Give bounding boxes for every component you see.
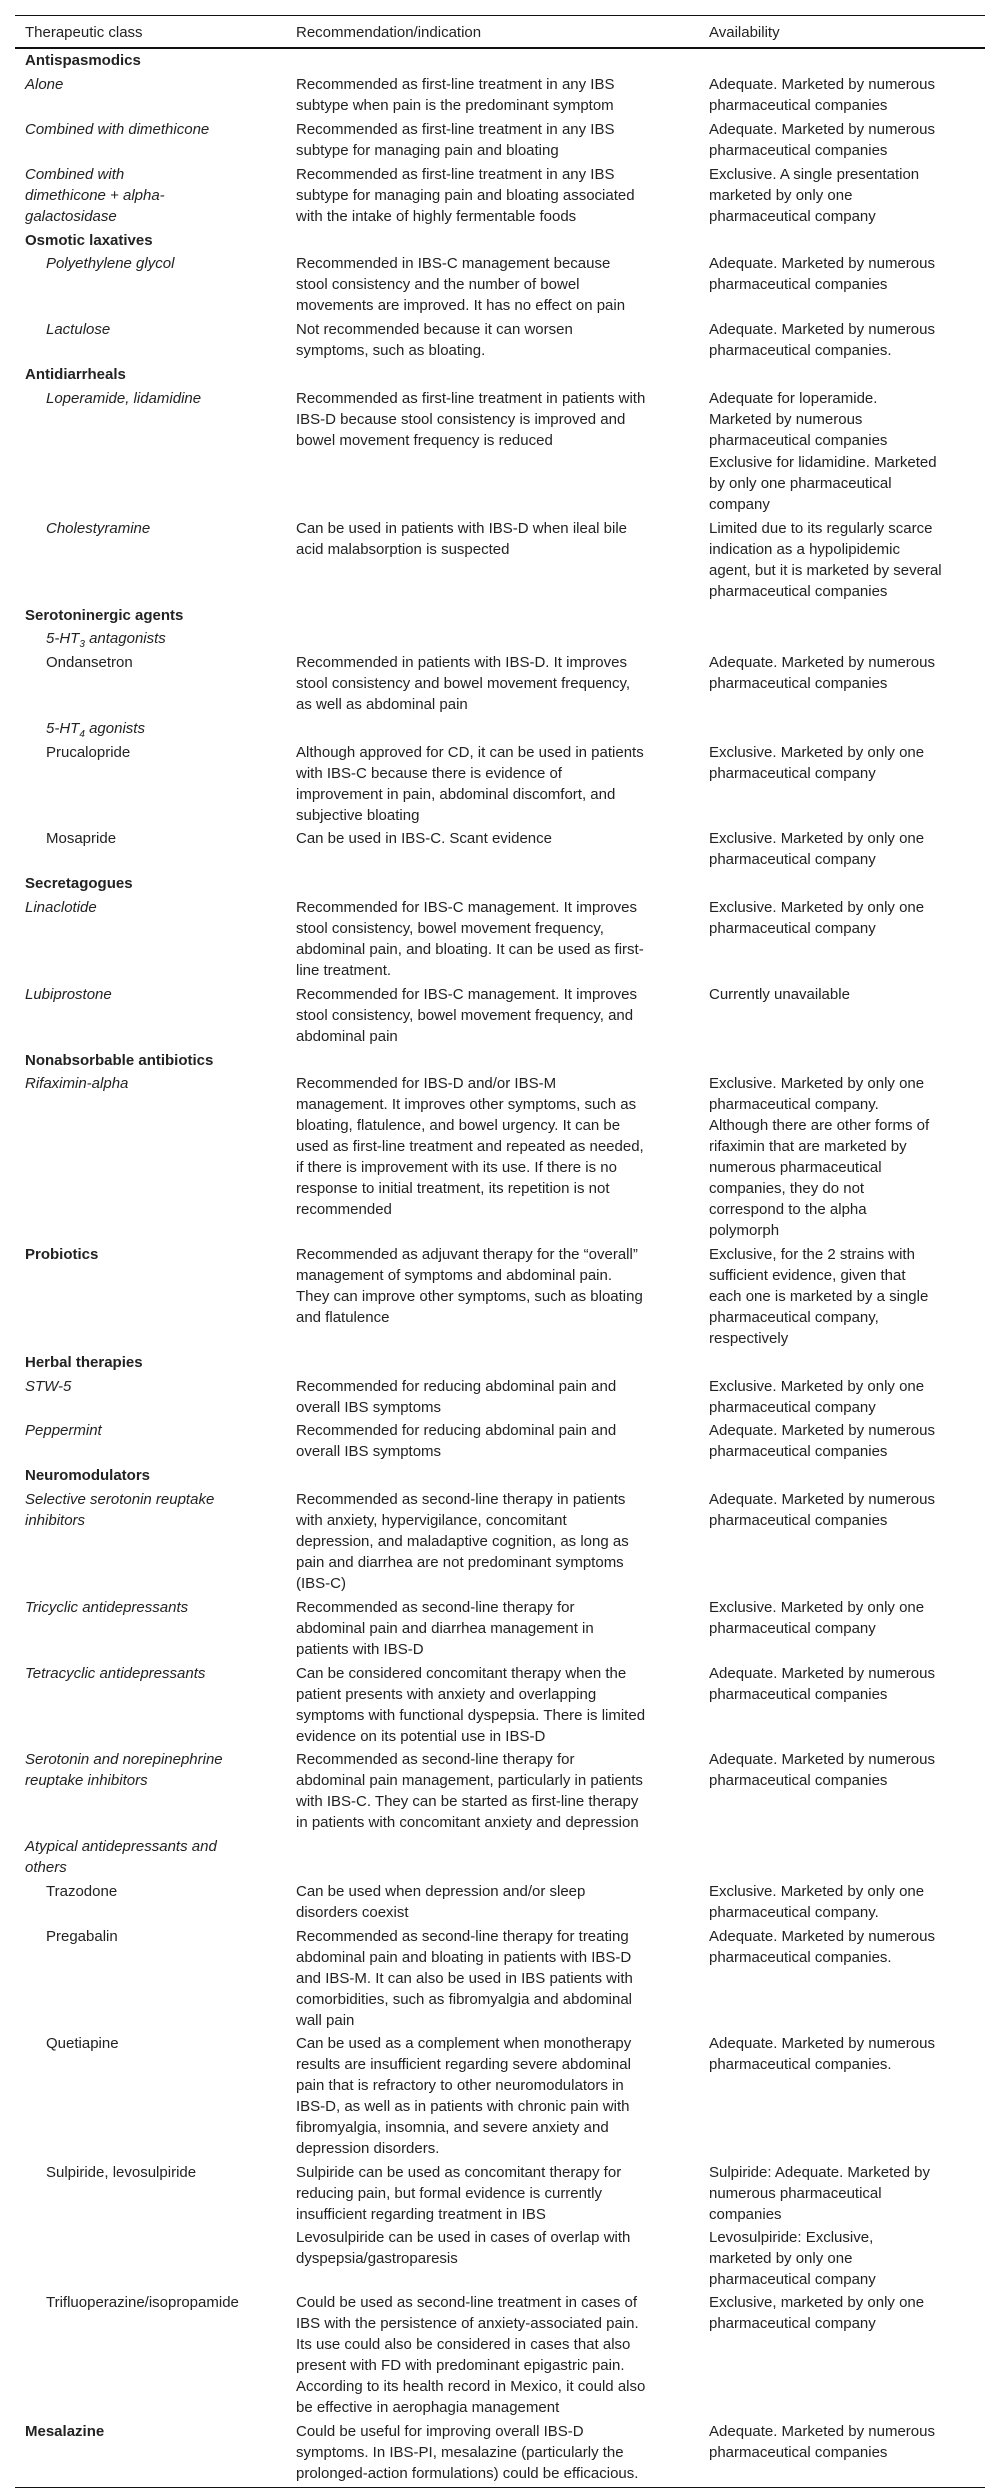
recommendation-cell [296,742,709,826]
table-row [15,651,985,717]
table-body [15,49,985,2486]
therapeutic-class-cell [15,1836,296,1878]
availability-cell [709,1597,985,1660]
availability-text: Exclusive for lidamidine. Marketed by only one pharmaceutical company [709,453,937,513]
recommendation-cell [296,1244,709,1349]
class-name: Antispasmodics [25,52,141,70]
therapeutic-class-cell [15,828,296,870]
subgroup-name-prefix: 5-HT [46,719,80,737]
recommendation-text: Recommended for IBS-D and/or IBS-M management. It improves other symptoms, such as bloating, flatulence, and bowel urgency. It can be used as first-line treatment and repeated as needed, if there is improvement with its use. If there is no response to initial treatment, its repetition is not recommended [296,1075,644,1219]
recommendation-cell [296,1597,709,1660]
availability-text: Exclusive. Marketed by only one pharmaceutical company [709,1598,925,1637]
availability-cell [709,2421,985,2484]
therapeutic-class-cell [15,50,296,71]
availability-cell [709,253,985,316]
therapeutic-class-cell [15,628,296,649]
class-name: Prucalopride [46,743,131,761]
availability-cell [709,1926,985,2031]
availability-cell [709,388,985,515]
availability-cell [709,1489,985,1594]
table-row [15,118,985,163]
recommendation-cell [296,628,709,649]
class-name: Serotonin and norepinephrine reuptake inhibitors [25,1751,223,1790]
availability-cell [709,319,985,361]
class-name: Probiotics [25,1246,99,1264]
availability-text: Adequate. Marketed by numerous pharmaceutical companies. [709,2035,935,2074]
availability-text: Exclusive. Marketed by only one pharmaceutical company [709,830,925,869]
class-name: Pregabalin [46,1927,118,1945]
availability-cell [709,518,985,602]
availability-text: Exclusive. A single presentation marketed by only one pharmaceutical company [709,165,920,225]
availability-cell [709,2162,985,2289]
class-name: Antidiarrheals [25,365,126,383]
class-row [15,1243,985,1351]
class-name: Rifaximin-alpha [25,1075,129,1093]
therapeutic-class-cell [15,718,296,739]
therapeutic-class-cell [15,388,296,515]
therapeutic-class-cell [15,1352,296,1373]
availability-text: Limited due to its regularly scarce indication as a hypolipidemic agent, but it is marketed by several pharmaceutical companies [709,519,942,600]
recommendation-text: Recommended for reducing abdominal pain and overall IBS symptoms [296,1422,617,1461]
table-row [15,982,985,1048]
table-row [15,1835,985,1880]
availability-cell [709,1836,985,1878]
table-row [15,627,985,651]
therapeutic-class-cell [15,2162,296,2289]
header-availability: Availability [709,24,780,41]
availability-text: Exclusive, marketed by only one pharmaceutical company [709,2294,925,2333]
availability-text: Adequate. Marketed by numerous pharmaceutical companies [709,654,935,693]
table-header [15,16,985,47]
availability-cell [709,652,985,715]
availability-text: Adequate. Marketed by numerous pharmaceutical companies. [709,1927,935,1966]
recommendation-cell [296,652,709,715]
recommendation-cell [296,253,709,316]
class-name: Quetiapine [46,2035,119,2053]
therapeutic-class-cell [15,742,296,826]
recommendation-cell [296,2033,709,2159]
availability-cell [709,718,985,739]
table-row [15,2291,985,2420]
recommendation-text: Could be useful for improving overall IBS-D symptoms. In IBS-PI, mesalazine (particularly the prolonged-action formulations) could be efficacious. [296,2423,639,2483]
therapeutic-class-cell [15,230,296,251]
table-row [15,1488,985,1596]
therapeutic-class-cell [15,897,296,981]
recommendation-text: Could be used as second-line treatment in cases of IBS with the persistence of anxiety-associated pain. Its use could also be considered in cases that also present with FD with predominant epigastric pain. According to its health record in Mexico, it could also be effective in aerophagia management [296,2294,646,2417]
header-therapeutic-class: Therapeutic class [25,24,143,41]
availability-cell [709,897,985,981]
recommendation-cell [296,1352,709,1373]
recommendation-text: Recommended for IBS-C management. It improves stool consistency, bowel movement frequency, and abdominal pain [296,985,637,1045]
class-name: Sulpiride, levosulpiride [46,2164,197,2182]
class-name: Cholestyramine [46,519,151,537]
availability-cell [709,230,985,251]
availability-text: Adequate. Marketed by numerous pharmaceutical companies [709,1422,935,1461]
availability-cell [709,364,985,385]
table-row [15,73,985,118]
class-name: Selective serotonin reuptake inhibitors [25,1491,215,1529]
availability-cell [709,1663,985,1747]
availability-cell [709,2033,985,2159]
therapeutic-class-cell [15,518,296,602]
recommendation-cell [296,319,709,361]
recommendation-cell [296,984,709,1047]
recommendation-text: Recommended as second-line therapy for abdominal pain management, particularly in patients with IBS-C. They can be started as first-line therapy in patients with concomitant anxiety and depression [296,1751,643,1832]
recommendation-cell [296,605,709,626]
subgroup-name-prefix: 5-HT [46,630,80,648]
recommendation-cell [296,1836,709,1878]
recommendation-cell [296,1376,709,1418]
class-name: Neuromodulators [25,1467,151,1485]
therapeutic-class-cell [15,2292,296,2418]
therapeutic-class-cell [15,1881,296,1923]
therapeutic-class-cell [15,74,296,116]
table-row [15,1748,985,1835]
class-name: Loperamide, lidamidine [46,389,202,407]
recommendation-text: Can be used in patients with IBS-D when ileal bile acid malabsorption is suspected [296,519,628,558]
table-row [15,318,985,363]
therapeutic-class-cell [15,1489,296,1594]
class-name: Nonabsorbable antibiotics [25,1051,214,1069]
subgroup-name-suffix: agonists [84,719,145,737]
therapeutic-class-cell [15,319,296,361]
class-row [15,1464,985,1488]
class-row [15,362,985,386]
table-row [15,896,985,983]
subgroup-name [46,628,296,649]
class-name: Alone [25,76,64,94]
table-row [15,1419,985,1464]
recommendation-cell [296,518,709,602]
recommendation-cell [296,119,709,161]
availability-text: Exclusive. Marketed by only one pharmaceutical company. Although there are other forms of rifaximin that are marketed by numerous pharmaceutical companies, they do not correspond to the alpha polymorph [709,1075,930,1240]
availability-cell [709,1050,985,1071]
recommendation-cell [296,50,709,71]
recommendation-cell [296,1926,709,2031]
recommendation-text: Recommended in IBS-C management because stool consistency and the number of bowel movements are improved. It has no effect on pain [296,255,626,315]
class-name: Mesalazine [25,2423,105,2441]
recommendation-text: Although approved for CD, it can be used in patients with IBS-C because there is evidence of improvement in pain, abdominal discomfort, and subjective bloating [296,743,644,824]
recommendation-text: Recommended as first-line treatment in patients with IBS-D because stool consistency is improved and bowel movement frequency is reduced [296,389,646,449]
therapeutic-class-cell [15,1465,296,1486]
availability-cell [709,74,985,116]
recommendation-cell [296,873,709,894]
recommendation-cell [296,897,709,981]
class-name: Ondansetron [46,654,133,672]
recommendation-text: Recommended for reducing abdominal pain and overall IBS symptoms [296,1377,617,1416]
therapeutic-class-cell [15,652,296,715]
recommendation-cell [296,1050,709,1071]
availability-cell [709,828,985,870]
availability-cell [709,628,985,649]
recommendation-text: Can be used in IBS-C. Scant evidence [296,830,552,848]
class-name: Lactulose [46,321,111,339]
therapeutic-class-cell [15,1050,296,1071]
therapeutic-class-cell [15,1749,296,1833]
availability-cell [709,50,985,71]
recommendation-text: Recommended as second-line therapy in patients with anxiety, hypervigilance, concomitant depression, and maladaptive cognition, as long as pain and diarrhea are not predominant symptoms (IBS-C) [296,1491,629,1592]
class-name: Lubiprostone [25,985,112,1003]
recommendation-cell [296,230,709,251]
class-name: Secretagogues [25,875,133,893]
availability-cell [709,605,985,626]
availability-text: Exclusive. Marketed by only one pharmaceutical company. [709,1882,925,1921]
table-row [15,2032,985,2161]
recommendation-text: Recommended as second-line therapy for treating abdominal pain and bloating in patients with IBS-D and IBS-M. It can also be used in IBS patients with comorbidities, such as fibromyalgia and abdominal wall pain [296,1927,633,2029]
class-name: Combined with dimethicone + alpha- galactosidase [25,165,165,225]
recommendation-text: Recommended in patients with IBS-D. It improves stool consistency and bowel movement frequency, as well as abdominal pain [296,654,631,714]
availability-text: Exclusive. Marketed by only one pharmaceutical company [709,743,925,782]
recommendation-cell [296,1420,709,1462]
subgroup-name [46,718,296,739]
table-row [15,716,985,740]
recommendation-cell [296,1749,709,1833]
availability-cell [709,1749,985,1833]
availability-text: Adequate for loperamide. Marketed by numerous pharmaceutical companies [709,389,888,449]
class-name: Linaclotide [25,898,97,916]
header-recommendation: Recommendation/indication [296,24,482,41]
table-row [15,516,985,603]
availability-text: Adequate. Marketed by numerous pharmaceutical companies [709,1751,935,1790]
recommendation-cell [296,828,709,870]
availability-text: Exclusive. Marketed by only one pharmaceutical company [709,1377,925,1416]
recommendation-cell [296,74,709,116]
availability-cell [709,2292,985,2418]
recommendation-text: Recommended as first-line treatment in any IBS subtype when pain is the predominant symptom [296,76,615,115]
therapeutic-class-cell [15,364,296,385]
availability-text: Currently unavailable [709,985,850,1003]
class-name: Trifluoperazine/isopropamide [46,2294,239,2312]
recommendation-cell [296,1663,709,1747]
availability-text: Adequate. Marketed by numerous pharmaceutical companies. [709,321,935,360]
therapeutic-class-cell [15,164,296,227]
recommendation-text: Levosulpiride can be used in cases of overlap with dyspepsia/gastroparesis [296,2228,631,2267]
class-row [15,1048,985,1072]
availability-cell [709,1352,985,1373]
class-name: Combined with dimethicone [25,120,210,138]
recommendation-cell [296,718,709,739]
therapeutic-class-cell [15,119,296,161]
availability-cell [709,873,985,894]
availability-cell [709,1465,985,1486]
recommendation-text: Can be used when depression and/or sleep disorders coexist [296,1882,586,1921]
therapeutic-class-cell [15,2421,296,2484]
therapeutic-class-cell [15,1597,296,1660]
recommendation-text: Not recommended because it can worsen symptoms, such as bloating. [296,321,573,360]
therapeutic-class-cell [15,253,296,316]
recommendation-text: Recommended as first-line treatment in any IBS subtype for managing pain and bloating associated with the intake of highly fermentable foods [296,165,635,225]
table-row [15,1374,985,1419]
availability-cell [709,164,985,227]
table-row [15,827,985,872]
recommendation-cell [296,1489,709,1594]
availability-text: Adequate. Marketed by numerous pharmaceutical companies [709,1491,935,1529]
table-row [15,252,985,318]
recommendation-text: Sulpiride can be used as concomitant therapy for reducing pain, but formal evidence is currently insufficient regarding treatment in IBS [296,2164,622,2224]
therapeutic-class-cell [15,1073,296,1241]
class-name: Mosapride [46,830,117,848]
recommendation-cell [296,364,709,385]
class-row [15,603,985,627]
availability-text: Adequate. Marketed by numerous pharmaceutical companies [709,120,935,159]
availability-cell [709,1881,985,1923]
table-bottom-rule [15,2487,985,2488]
class-row [15,872,985,896]
table-row [15,1072,985,1243]
therapeutic-class-cell [15,1420,296,1462]
class-name: Polyethylene glycol [46,255,175,273]
table-row [15,1661,985,1748]
availability-text: Exclusive, for the 2 strains with sufficient evidence, given that each one is marketed by a single pharmaceutical company, respectively [709,1246,929,1348]
class-row [15,2420,985,2486]
recommendation-text: Recommended as first-line treatment in any IBS subtype for managing pain and bloating [296,120,615,159]
table-row [15,1880,985,1925]
class-name: Trazodone [46,1882,118,1900]
therapeutic-class-cell [15,605,296,626]
therapeutic-class-cell [15,1926,296,2031]
class-name: Peppermint [25,1422,102,1440]
therapeutic-class-cell [15,984,296,1047]
subgroup-name-suffix: antagonists [84,630,166,648]
table-row [15,1595,985,1661]
recommendation-cell [296,164,709,227]
availability-text: Adequate. Marketed by numerous pharmaceutical companies [709,2423,935,2462]
therapeutic-class-cell [15,873,296,894]
class-name: Atypical antidepressants and others [25,1838,217,1877]
table-row [15,386,985,516]
recommendation-text: Recommended for IBS-C management. It improves stool consistency, bowel movement frequency, abdominal pain, and bloating. It can be used as first- line treatment. [296,898,644,979]
availability-text: Adequate. Marketed by numerous pharmaceutical companies [709,1664,935,1703]
class-row [15,49,985,73]
subscript: 3 [79,639,85,651]
recommendation-cell [296,2162,709,2289]
availability-text: Sulpiride: Adequate. Marketed by numerous pharmaceutical companies [709,2164,930,2224]
therapeutic-class-cell [15,2033,296,2159]
table-row [15,1924,985,2032]
class-name: Serotoninergic agents [25,606,184,624]
recommendation-cell [296,388,709,515]
recommendation-text: Recommended as adjuvant therapy for the “overall” management of symptoms and abdominal pain. They can improve other symptoms, such as bloating and flatulence [296,1246,643,1327]
class-name: Osmotic laxatives [25,231,153,249]
recommendation-cell [296,2421,709,2484]
availability-cell [709,1073,985,1241]
availability-text: Levosulpiride: Exclusive, marketed by only one pharmaceutical company [709,2228,876,2288]
therapeutic-class-cell [15,1376,296,1418]
recommendation-cell [296,1881,709,1923]
recommendation-cell [296,1465,709,1486]
therapy-table [15,15,985,2488]
class-name: Tricyclic antidepressants [25,1598,189,1616]
availability-cell [709,1376,985,1418]
class-name: Herbal therapies [25,1353,143,1371]
recommendation-cell [296,1073,709,1241]
subscript: 4 [79,728,85,740]
recommendation-text: Can be considered concomitant therapy when the patient presents with anxiety and overlapping symptoms with functional dyspepsia. There is limited evidence on its potential use in IBS-D [296,1664,646,1745]
table-row [15,740,985,827]
class-row [15,1350,985,1374]
recommendation-text: Can be used as a complement when monotherapy results are insufficient regarding severe abdominal pain that is refractory to other neuromodulators in IBS-D, as well as in patients with chronic pain with fibromyalgia, insomnia, and severe anxiety and depression disorders. [296,2035,632,2158]
availability-text: Adequate. Marketed by numerous pharmaceutical companies [709,76,935,115]
table-row [15,162,985,228]
availability-cell [709,984,985,1047]
availability-cell [709,1244,985,1349]
class-name: STW-5 [25,1377,72,1395]
availability-cell [709,742,985,826]
table-row [15,2161,985,2291]
availability-cell [709,1420,985,1462]
class-name: Tetracyclic antidepressants [25,1664,206,1682]
recommendation-text: Recommended as second-line therapy for abdominal pain and diarrhea management in patients with IBS-D [296,1598,594,1658]
availability-text: Adequate. Marketed by numerous pharmaceutical companies [709,255,935,294]
therapeutic-class-cell [15,1244,296,1349]
class-row [15,228,985,252]
therapeutic-class-cell [15,1663,296,1747]
availability-cell [709,119,985,161]
recommendation-cell [296,2292,709,2418]
availability-text: Exclusive. Marketed by only one pharmaceutical company [709,898,925,937]
